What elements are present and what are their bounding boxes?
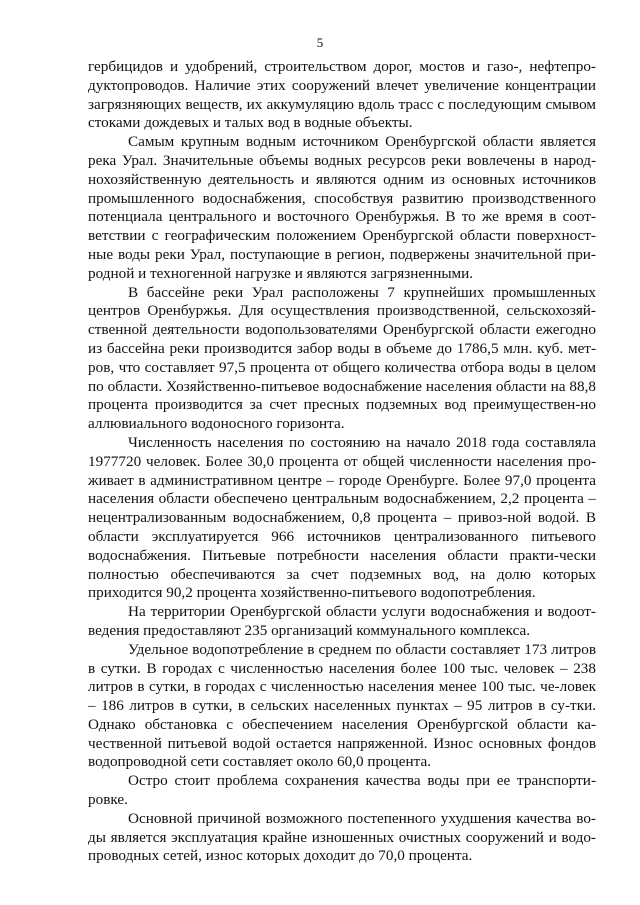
document-body	[88, 58, 596, 866]
paragraph-continuation: гербицидов и удобрений, строительством дорог, мостов и газо-, нефтепро-дуктопроводов. Наличие этих сооружений влечет увеличение концентрации загрязняющих веществ, их аккумуляцию вдоль трасс с последующим смывом стоками дождевых и талых вод в водные объекты.	[88, 58, 596, 132]
page-number: 5	[316, 35, 324, 50]
paragraph-transport-quality: Остро стоит проблема сохранения качества воды при ее транспорти-ровке.	[88, 772, 596, 809]
paragraph-deterioration-cause: Основной причиной возможного постепенного ухудшения качества во-ды является эксплуатация крайне изношенных очистных сооружений и водо-проводных сетей, износ которых доходит до 70,0 процента.	[88, 809, 596, 865]
paragraph-industrial-centers: В бассейне реки Урал расположены 7 крупнейших промышленных центров Оренбуржья. Для осуществления производственной, сельскохозяй-ственной деятельности водопользователями Оренбургской области ежегодно из бассейна реки производится забор воды в объеме до 1786,5 млн. куб. мет-ров, что составляет 97,5 процента от общего количества отбора воды в целом по области. Хозяйственно-питьевое водоснабжение населения области на 88,8 процента производится за счет пресных подземных вод преимуществен-но аллювиального водоносного горизонта.	[88, 283, 596, 433]
paragraph-ural-river: Самым крупным водным источником Оренбургской области является река Урал. Значительные объемы водных ресурсов реки вовлечены в народ-нохозяйственную деятельность и являются одним из основных источников промышленного водоснабжения, способствуя развитию производственного потенциала центрального и восточного Оренбуржья. В то же время в соот-ветствии с географическим положением Оренбургской области поверхност-ные воды реки Урал, поступающие в регион, подвержены значительной при-родной и техногенной нагрузке и являются загрязненными.	[88, 133, 596, 282]
paragraph-utility-organizations: На территории Оренбургской области услуги водоснабжения и водоот-ведения предоставляют 235 организаций коммунального комплекса.	[88, 603, 596, 639]
paragraph-water-consumption: Удельное водопотребление в среднем по области составляет 173 литров в сутки. В городах с численностью населения более 100 тыс. человек – 238 литров в сутки, в городах с численностью населения менее 100 тыс. че-ловек – 186 литров в сутки, в сельских населенных пунктах – 95 литров в су-тки. Однако обстановка с обеспечением населения Оренбургской области ка-чественной питьевой водой остается напряженной. Износ основных фондов водопроводной сети составляет около 60,0 процента.	[88, 640, 596, 771]
paragraph-population: Численность населения по состоянию на начало 2018 года составляла 1977720 человек. Более 30,0 процента от общей численности населения про-живает в административном центре – городе Оренбурге. Более 97,0 процента населения области обеспечено центральным водоснабжением, 2,2 процента – нецентрализованным водоснабжением, 0,8 процента – привоз-ной водой. В области эксплуатируется 966 источников централизованного питьевого водоснабжения. Питьевые потребности населения области практи-чески полностью обеспечиваются за счет подземных вод, на долю которых приходится 90,2 процента хозяйственно-питьевого водопотребления.	[88, 433, 596, 602]
